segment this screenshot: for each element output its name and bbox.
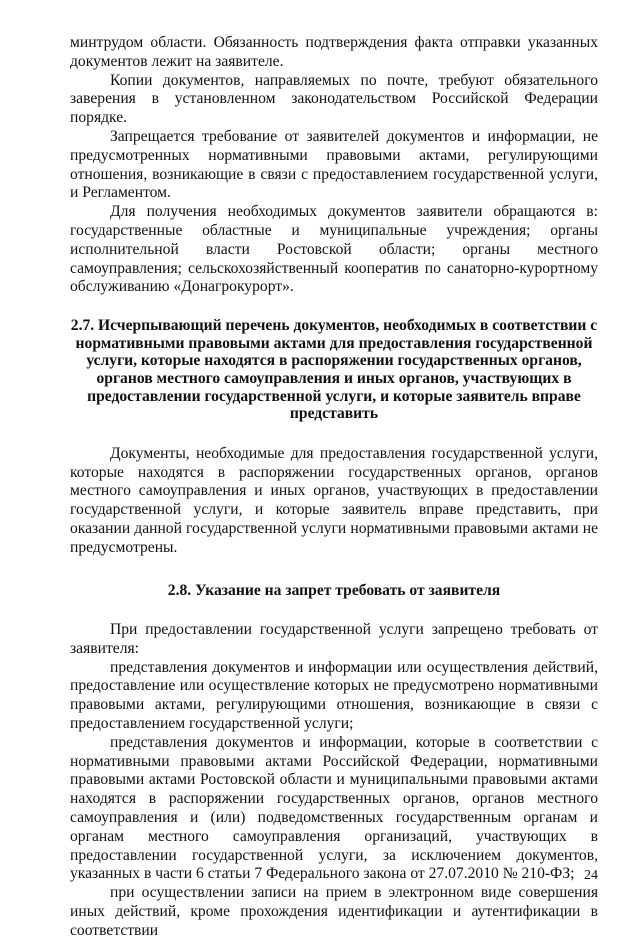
page-number: 24 <box>584 868 598 883</box>
paragraph: представления документов и информации или осуществления действий, предоставление или осуществление которых не предусмотрено нормативными правовыми актами, регулирующими отношения, возникающие в связи с предоставлением государственной услуги; <box>70 658 598 733</box>
section-heading-2-8: 2.8. Указание на запрет требовать от заявителя <box>167 581 501 599</box>
paragraph: минтрудом области. Обязанность подтверждения факта отправки указанных документов лежит на заявителе. <box>70 34 598 70</box>
paragraph: Документы, необходимые для предоставления государственной услуги, которые находятся в распоряжении государственных органов, органов местного самоуправления и иных органов, участвующих в предоставлении государственной услуги, и которые заявитель вправе представить, при оказании данной государственной услуги нормативными правовыми актами не предусмотрены. <box>70 444 598 556</box>
section-heading-2-7: 2.7. Исчерпывающий перечень документов, необходимых в соответствии с нормативными правовыми актами для предоставления государственной услуги, которые находятся в распоряжении государственных органов, органов местного самоуправления и иных органов, участвующих в предоставлении государственной услуги, и которые заявитель вправе представить <box>70 317 598 423</box>
paragraph: представления документов и информации, которые в соответствии с нормативными правовыми актами Российской Федерации, нормативными правовыми актами Ростовской области и муниципальными правовыми актами находятся в распоряжении государственных органов, органов местного самоуправления и (или) подведомственных государственным органам и органам местного самоуправления организаций, участвующих в предоставлении государственной услуги, за исключением документов, указанных в части 6 статьи 7 Федерального закона от 27.07.2010 № 210-ФЗ; <box>70 733 598 883</box>
paragraph: Запрещается требование от заявителей документов и информации, не предусмотренных нормативными правовыми актами, регулирующими отношения, возникающие в связи с предоставлением государственной услуги, и Регламентом. <box>70 127 598 202</box>
paragraph: При предоставлении государственной услуги запрещено требовать от заявителя: <box>70 621 598 657</box>
paragraph: Копии документов, направляемых по почте, требуют обязательного заверения в установленном законодательством Российской Федерации порядке. <box>70 71 598 127</box>
paragraph: Для получения необходимых документов заявители обращаются в: государственные областные и муниципальные учреждения; органы исполнительной власти Ростовской области; органы местного самоуправления; сельскохозяйственный кооператив по санаторно-курортному обслуживанию «Донагрокурорт». <box>70 203 598 296</box>
paragraph: при осуществлении записи на прием в электронном виде совершения иных действий, кроме прохождения идентификации и аутентификации в соответствии <box>70 884 598 939</box>
